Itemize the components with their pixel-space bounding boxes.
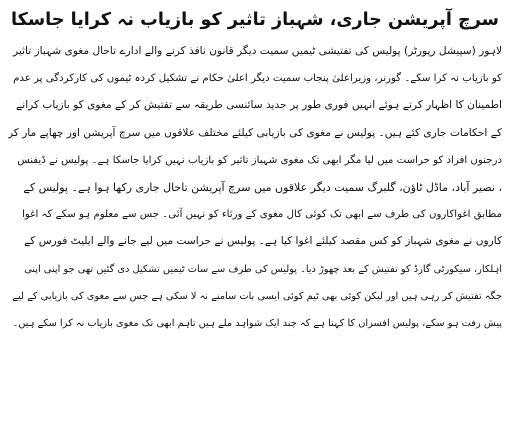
article-body (8, 38, 502, 337)
article-line: اہلکار، سیکورٹی گارڈ کو تفتیش کے بعد چھوڑ دیا۔ پولیس کی طرف سے سات ٹیمیں تشکیل دی گئیں تھی جو اپنی اپنی (24, 263, 502, 275)
article-line: جگہ تفتیش کر رہی ہیں اور لیکن کوئی بھی ٹیم کوئی ایسی بات سامنے نہ لا سکی ہے جس سے مغوی کی بازیابی کے لیے (12, 290, 502, 302)
article-line: پیش رفت ہو سکے، پولیس افسران کا کہنا ہے کہ چند ایک شواہد ملے ہیں تاہم ابھی تک مغوی بازیاب نہ کرا سکے ہیں۔ (12, 318, 502, 330)
article-line: کو بازیاب نہ کرا سکے۔ گورنر، وزیراعلیٰ پنجاب سمیت دیگر اعلیٰ حکام نے تشکیل کردہ ٹیموں کی کارکردگی پر عدم (13, 73, 502, 85)
article-line: کے احکامات جاری کئے ہیں۔ پولیس نے مغوی کی بازیابی کیلئے مختلف علاقوں میں سرچ آپریشن اور چھاپے مار کر (8, 126, 502, 139)
article-line: اطمینان کا اظہار کرتے ہوئے انہیں فوری طور پر جدید سائنسی طریقہ سے تفتیش کر کے مغوی کو بازیاب کرانے (16, 99, 502, 112)
headline: سرچ آپریشن جاری، شہباز تاثیر کو بازیاب نہ کرایا جاسکا (11, 10, 499, 30)
article-line: لاہور (سپیشل رپورٹر) پولیس کی تفتیشی ٹیمیں سمیت دیگر قانون نافذ کرنے والے ادارے تاحال مغوی شہباز تاثیر (13, 45, 502, 57)
article-line: ، نصیر آباد، ماڈل ٹاؤن، گلبرگ سمیت دیگر علاقوں میں سرچ آپریشن تاحال جاری رکھا ہوا ہے۔ پولیس کے (23, 181, 502, 195)
article-line: مطابق اغواکاروں کی طرف سے ابھی تک کوئی کال مغوی کے ورثاء کو نہیں آئی۔ جس سے معلوم ہو سکے کہ اغوا (22, 209, 502, 221)
article-line: کاروں نے مغوی شہباز کو کس مقصد کیلئے اغوا کیا ہے۔ پولیس نے حراست میں لیے جانے والے ایلیٹ فورس کے (24, 235, 502, 248)
article-line: درجنوں افراد کو حراست میں لیا مگر ابھی تک مغوی شہباز تاثیر کو بازیاب نہیں کرایا جاسکا ہے۔ پولیس نے ڈیفنس (17, 154, 502, 166)
